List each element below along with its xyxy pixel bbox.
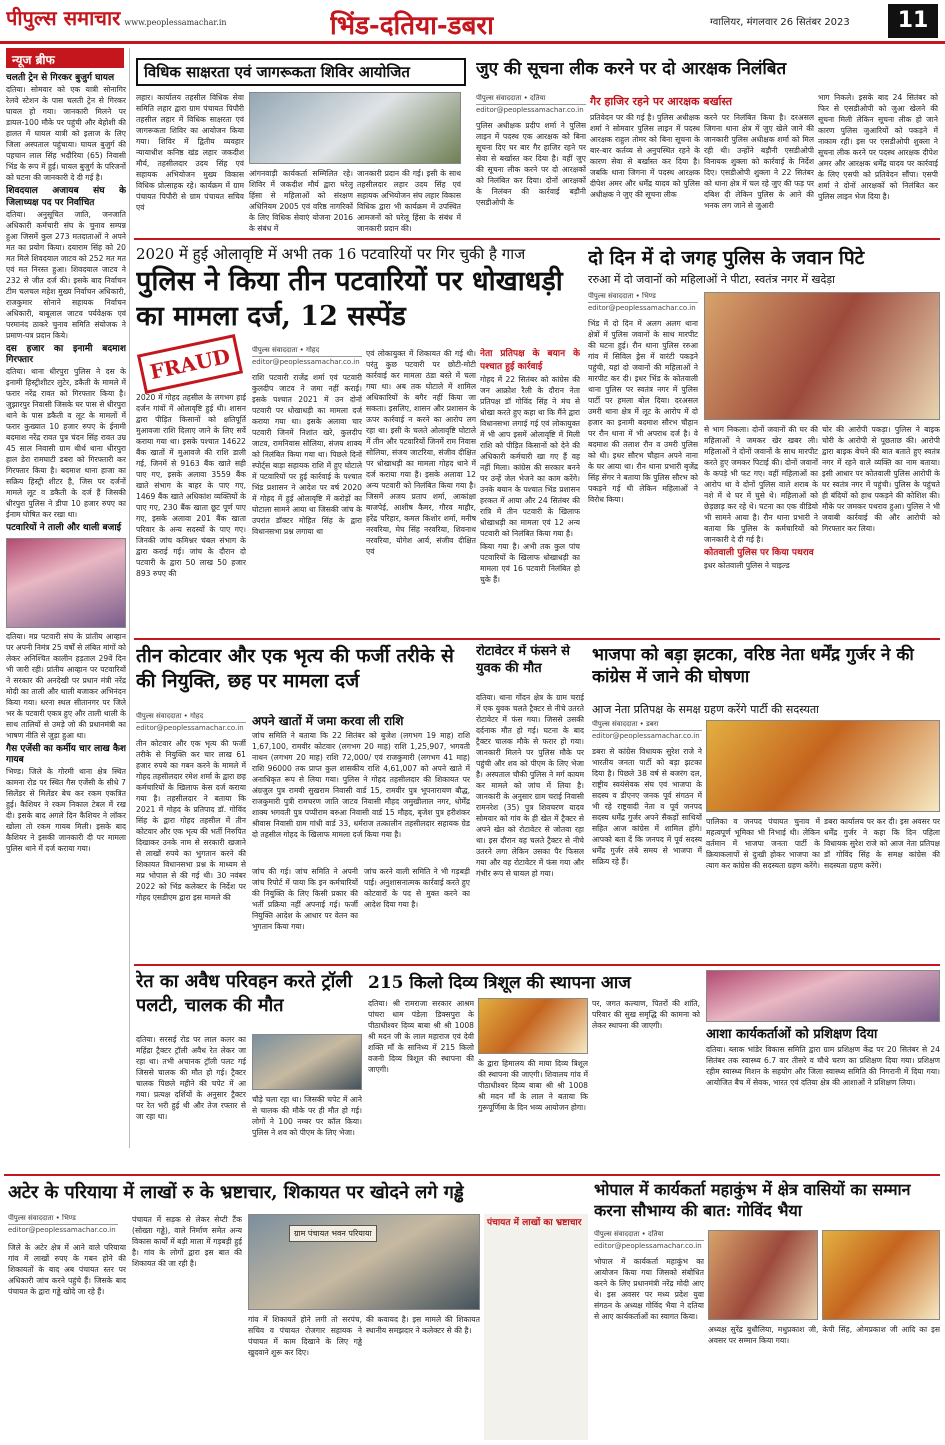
patwari-protest-photo — [6, 538, 126, 628]
bjp-col-3: डबरा कार्यालय पर कर दी। इस अवसर पर धर्मेंद्र गुर्जर ने कहा कि दिन पहिला विधायक सुरेश राजे को आज नेता प्रतिपक्ष डॉ गोविंद सिंह के समक्ष कांग्रेस की सदस्यता ग्रहण करेंगे। — [824, 817, 940, 870]
bjp-subtitle: आज नेता प्रतिपक्ष के समक्ष ग्रहण करेंगे पार्टी की सदस्यता — [592, 703, 819, 716]
fraud-stamp-image: FRAUD — [137, 334, 243, 394]
brief-body-2: दतिया। अनुसूचित जाति, जनजाति अधिकारी कर्मचारी संघ के चुनाव सम्पन्न हुआ जिसमें कुल 273 मतदाताओं ने अपने मत का प्रयोग किया। दयाराम सिंह को 20 मत मिले शिवदयाल जाटव को 252 मत मत एवं मत निरस्त हुआ। शिवदयाल जाटव ने 232 से जीत दर्ज की। इसके बाद निर्वाचन टीम चलचल महेश मुख्य निर्वाचन अधिकारी, राजकुमार सोनाने सहायक निर्वाचन अधिकारी, बाबूलाल जाटव पर्यवेक्षक एवं परमानंद ठाकरे चुनाव समिति संयोजक ने प्रमाण-पत्र प्रदान किये। — [6, 209, 126, 340]
brief-body-4: दतिया। मप्र पटवारी संघ के प्रांतीय आव्हान पर अपनी निमंत्र 25 वर्षों से लंबित मांगों को लेकर अनिश्चित कालीन हड़ताल 29वें दिन भी जारी रही। प्रांतीय आव्हान पर पटवारियों ने सरकार की अनदेखी पर प्रधान मंत्री नरेंद्र मोदी का ताली और थाली बजाकर अभिनंदन किया गया। धरना स्थल सीतानगर पर जिले भर के पटवारी एकत्र हुए और ताली थाली के साथ तालियों से उमड़े जो की प्रधानमंत्री का भाषण नीति से जुड़ा हुआ था। — [6, 631, 126, 740]
brief-title-2: शिवदयाल अजायब संघ के जिलाध्यक्ष पद पर निर्वाचित — [6, 186, 126, 208]
gambling-subhead: गैर हाजिर रहने पर आरक्षक बर्खास्त — [590, 95, 732, 108]
attack-col-2b: इधर कोतवाली पुलिस ने चाइल्ड — [704, 561, 790, 571]
byline-name: पीपुल्स संवाददाता — [476, 94, 522, 102]
corruption-aside — [484, 1214, 588, 1440]
bhopal-email: editor@peoplessamachar.co.in — [594, 1242, 702, 1250]
corruption-headline: अटेर के परियाया में लाखों रु के भ्रष्टाचार, शिकायत पर खोदने लगे गड्ढे — [8, 1182, 464, 1203]
sand-col-1: दतिया। सरसई रोड पर लाल कलर का महिंद्रा ट्रैक्टर ट्रॉली अवैध रेत लेकर जा रहा था। तभी अचानक ट्रॉली पलट गई जिससे चालक की मौत हो गई। ट्रैक्टर चालक पिछले महीने की चपेट में आ गया। प्रत्यक्ष दर्शियों के अनुसार ट्रैक्टर पर रेत भरी हुई थी और तेज रफ्तार से जा रहा था। — [136, 1035, 246, 1121]
rotavator-body: दतिया। थाना गोंदन क्षेत्र के ग्राम चराई में एक युवक चलते ट्रैक्टर से नीचे उतरते रोटावेटर में फंस गया। जिससे उसकी दर्दनाक मौत हो गई। घटना के बाद ट्रैक्टर चालक मौके से फरार हो गया। जानकारी मिलने पर पुलिस मौके पर पहुंची और शव को पीएम के लिए भेजा है। अस्पताल चौकी पुलिस ने मर्ग कायम कर मामले को जांच में लिया है। जानकारी के अनुसार ग्राम चराई निवासी रामनरेश (35) पुत्र शिवचरण यादव सोमवार को गांव के ही खेत में ट्रैक्टर से अपने खेत को रोटावेटर से जोतवा रहा था। इस दौरान वह चलते ट्रैक्टर से नीचे उतरने लगा लेकिन उसका पैर फिसल गया और वह रोटावेटर में फंस गया और गंभीर रूप से घायल हो गया। — [476, 693, 584, 878]
byline-name: पीपुल्स संवाददाता — [8, 1214, 54, 1222]
sand-headline: रेत का अवैध परिवहन करते ट्रॉली पलटी, चालक की मौत — [136, 971, 353, 1017]
brand-name: पीपुल्स समाचार — [6, 6, 121, 30]
byline-name: पीपुल्स संवाददाता — [136, 712, 182, 720]
column-divider — [129, 48, 130, 1148]
byline-name: पीपुल्स संवाददाता — [592, 720, 638, 728]
sand-col-2: चौड़े चला रहा था। जिसकी चपेट में आने से चालक की मौके पर ही मौत हो गई। लोगों ने 100 नम्बर पर कॉल किया। पुलिस ने शव को पीएम के लिए भेजा। — [252, 1095, 362, 1137]
gambling-byline: पीपुल्स संवाददाता • दतिया — [476, 94, 586, 105]
gambling-col-1: पुलिस अधीक्षक प्रदीप शर्मा ने पुलिस लाइन में पदस्थ एक आरक्षक को बिना सूचना दिए घर बार गैर हाजिर रहने पर सेवा से बर्खास्त कर दिया है। वहीं जुए की सूचना लीक करने पर दो आरक्षकों को निलंबित कर दिया। दोनों आरक्षकों के निलंबन की कार्रवाई बड़ौनी एसडीओपी के — [476, 121, 586, 207]
patwari-aside-head: नेता प्रतिपक्ष के बयान के पश्चात हुई कार्रवाई — [480, 349, 580, 373]
literacy-col-3: जानकारी प्रदान की गई। इसी के साथ तहसीलदार लहार उदय सिंह एवं सहायक अभियोजन संघ लहार विकास विधिक द्वारा भी कार्यक्रम में उपस्थित आमजनों को घरेलू हिंसा के संबंध में जानकारी प्रदान की। — [357, 169, 461, 233]
overturned-trolley-photo — [252, 1034, 362, 1090]
bjp-col-2: पालिका व जनपद पंचायत चुनाव में महत्वपूर्ण भूमिका भी निभाई थी। लेकिन वर्तमान में भाजपा जनता पार्टी के क्रियाकलापों से दुःखी होकर भाजपा का त्याग कर कांग्रेस की सदस्यता ग्रहण करेंगे। — [706, 817, 820, 870]
asha-headline: आशा कार्यकर्ताओं को प्रशिक्षण दिया — [706, 1027, 878, 1042]
attack-subtitle: ररुआ में दो जवानों को महिलाओं ने पीटा, स्वतंत्र नगर में खदेड़ा — [588, 273, 836, 286]
bjp-byline: पीपुल्स संवाददाता • डबरा — [592, 720, 702, 731]
byline-place: भिण्ड — [642, 292, 656, 300]
corruption-col-1: जिले के अटेर क्षेत्र में आने वाले परियाया गांव में लाखों रुपए के गबन होने की शिकायतों के बाद अब पंचायत स्तर पर अधिकारी जांच करने पहुंचे हैं। जिसके बाद पंचायत के द्वारा गड्ढे खोदे जा रहे हैं। — [8, 1243, 126, 1296]
byline-name: पीपुल्स संवाददाता — [252, 346, 298, 354]
trishul-col-3: पर, जगत कल्याण, पितरों की शांति, परिवार की सुख समृद्धि की कामना को लेकर स्थापना की जाएगी। — [592, 999, 700, 1030]
patwari-aside-body: गोहद में 22 सितंबर को कांग्रेस की जन आक्रोश रैली के दौरान नेता प्रतिपक्ष डॉ गोविंद सिंह ने मंच से धोखा करते हुए कहा था कि मैंने द्वारा विधानसभा लगाई गई एवं लोकायुक्त में भी आप इसमें ओलावृष्टि में मिली राशि को पीड़ित किसानों को देने की अधिकारी कर्मचारी खा गए हैं वह नहीं मिला। कांग्रेस की सरकार बनने पर उन्हें जेल भेजने का काम करेंगे। उनके बयान के पश्चात भिंड प्रशासन हरकत में आया और 24 सितंबर की रात्रि में तीन पटवारी के खिलाफ धोखाधड़ी का मामला एवं 12 अन्य पटवारी को निलंबित किया गया है। — [480, 375, 580, 539]
kotwar-byline: पीपुल्स संवाददाता • गोहद — [136, 712, 246, 723]
attack-subhead: कोतवाली पुलिस पर किया पथराव — [704, 548, 814, 558]
byline-place: गोहद — [190, 712, 204, 720]
panchayat-building-photo — [248, 1214, 480, 1310]
kotwar-intro: जांच समिति ने बताया कि 22 सितंबर को बुजेश (लगभग 19 माह) राशि 1,67,100, रामवीर कोटवार (लगभग 20 माह) राशि 1,25,907, भगवती नाथन (लगभग 20 माह) राशि 72,000/ एवं राजकुमारी (लगभग 41 माह) राशि 96000 तक प्राप्त कुल शासकीय राशि 4,61,007 को अपने खाते में अनाधिकृत रूप से लिया गया। पुलिस ने गोहद तहसीलदार की शिकायत पर अंग्रजुल पुत्र रामवी सुखराम निवासी वार्ड 15, रामवीर पुत्र भूपनारायण बौद्ध, राजकुमारी पुत्री रामचरण जाति जाटव निवासी मौहद जमुखीलाल नगर, धोर्मेंद्र शाक्य भगवती पुत्र पप्पीराम बरुआ निवासी वार्ड 15 मौहद, बृजेश पुत्र हरीशंकर श्रीवास निवासी ग्राम गांधी वार्ड 33, धर्मराज तत्कालीन तहसीलदार सहायक ग्रेड दो तहसील गोहद के खिलाफ मामला दर्ज किया गया है। — [252, 731, 470, 839]
dateline: ग्वालियर, मंगलवार 26 सितंबर 2023 — [710, 17, 850, 28]
corruption-col-2: पंचायत में सड़क से लेकर सेप्टी टैंक (सोख्ता गड्ढे), वाले निर्माण समेत अन्य विकास कार्यों में बड़ी माला में गड़बड़ी हुई है। गांव के लोगों द्वारा इस बात की शिकायत की जा रही है। — [132, 1215, 242, 1268]
literacy-headline: विधिक साक्षरता एवं जागरूकता शिविर आयोजित — [136, 58, 466, 86]
corruption-email: editor@peoplessamachar.co.in — [8, 1226, 116, 1234]
byline-place: दतिया — [530, 94, 546, 102]
bhopal-col-2: अध्यक्ष सुरेंद्र बुधौलिया, मधुप्रकाश जी, केपी सिंह, ओमप्रकाश जी आदि का इस अवसर पर सम्मान किया गया। — [708, 1325, 940, 1345]
brief-body-3: दतिया। थाना धीरपुरा पुलिस ने दस के इनामी हिस्ट्रीशीटर लुटेर, डकैती के मामले में फरार नरेंद्र रावत को गिरफ्तार किया है। जुझारपुर निवासी जिसके घर पास से धीरपुरा थाने के पास डकैती व लूट के मामलों में फरार कुख्यात 10 हजार रुपए के ईनामी बदमाश नरेंद्र रावत पुत्र चंदन सिंह रावत उम्र 45 साल निवासी ग्राम थीर्थ थाना धीरपुरा हाल डेरा रामघाटी डबरा को गिरफ्तारी कर गिरफ्तार किया है। बदमाश थाना हाजा का सक्रिय हिस्ट्री शीटर है, जिस पर दर्जनों मामले लूट व डकैती के दर्ज हैं जिसकी धीरपुरा पुलिस ने डीपा 10 हजार रुपए का ईनाम घोषित कर रखा था। — [6, 367, 126, 520]
attack-headline: दो दिन में दो जगह पुलिस के जवान पिटे — [588, 247, 865, 269]
kotwar-col-3: जांच करने वाली समिति ने भी गड़बड़ी पाई। अनुशासनात्मक कार्रवाई करते हुए कोटवारों के पद से मुक्त करने का आदेश दिया गया है। — [364, 867, 470, 909]
attack-byline: पीपुल्स संवाददाता • भिण्ड — [588, 292, 698, 303]
corruption-col-3: गांव में शिकायतें होने लगी तो सरपंच, सचिव व पंचायत रोजगार सहायक ने पंचायत में काम दिखाने के लिए गड्ढे खुदवाने शुरू कर दिए। — [248, 1315, 362, 1357]
bjp-col-1: डबरा से कांग्रेस विधायक सुरेश राजे ने भारतीय जनता पार्टी को बड़ा झटका दिया है। पिछले 38 वर्ष से बजरंग दल, राष्ट्रीय स्वयंसेवक संघ एवं भाजपा के सदस्य व डीएनए जनक पूर्व संगठन में भी रहे राष्ट्रवादी नेता व पूर्व जनपद सदस्य धर्मेंद्र गुर्जर अपने सैकड़ों साथियों सहित आज कांग्रेस में शामिल होंगे। आपको बता दें कि जनपद में पूर्व सदस्य धर्मेंद्र गुर्जर लंबे समय से भाजपा में सक्रिय रहे हैं। — [592, 747, 702, 866]
brief-title-3: दस हजार का इनामी बदमाश गिरफ्तार — [6, 343, 126, 365]
gambling-col-3: करने पर निलंबित किया है। दरअसल जिगना थाना क्षेत्र में जुए खेले जाने की जानकारी पुलिस अधीक्षक शर्मा को मिल रही थी। उन्होंने बड़ौनी एसडीओपी विनायक शुक्ला को कार्रवाई के निर्देश दिए। एसडीओपी शुक्ला ने 22 सितंबर को थाना क्षेत्र में चल रहे जुए की फड़ पर दबिश दी लेकिन पुलिस के आने की भनक लग जाने से जुआरी — [704, 113, 814, 210]
brief-title-1: चलती ट्रेन से गिरकर बुजुर्ग घायल — [6, 73, 115, 83]
trishul-col-2: के द्वारा हिमालय की माया दिव्य त्रिशूल की स्थापना की जाएगी। शिवालय गांव में पीठाधीश्वर दिव्य बाबा श्री श्री 1008 श्री मदन माँ के लाल ने बताया कि गुरूपूर्णिमा के दिन भव्य आयोजन होगा। — [478, 1059, 588, 1112]
bjp-email: editor@peoplessamachar.co.in — [592, 732, 700, 740]
kotwar-subhead: अपने खातों में जमा करवा ली राशि — [252, 714, 404, 728]
attack-email: editor@peoplessamachar.co.in — [588, 304, 696, 312]
attack-col-3: चोर की आरोपी पकड़ा। पुलिस ने बाइक चोरी के आरोपी से पूछताछ की। आरोपी द्वारा बाइक बेचने की बात बताते हुए स्वतंत्र नगर में रहने वाले व्यक्ति का नाम बताया। इसी आधार पर कोतवाली पुलिस आरोपी के घर स्वतंत्र नगर में पहुंची। पुलिस के पहुंचते ही बंदियों को हाथ पकड़ने की कोशिश की। मौके पर जमकर पथराव हुआ। पुलिस ने भी जवाबी कार्रवाई की और आरोपी को गिरफ्तार कर लिया। — [822, 425, 940, 533]
corruption-col-4: की कवायद है। इस मामले की शिकायत स्थानीय समझदार ने कलेक्टर से की है। — [366, 1315, 480, 1335]
patwari-byline: पीपुल्स संवाददाता • गोहद — [252, 346, 362, 357]
section-title: भिंड-दतिया-डबरा — [330, 11, 494, 41]
trishul-photo — [478, 998, 588, 1054]
kotwar-col-2: जांच की गई। जांच समिति ने अपनी जांच रिपोर्ट में पाया कि इन कर्मचारियों की नियुक्ति के लिए किसी प्रकार की भर्ती प्रक्रिया नहीं अपनाई गई। फर्जी नियुक्ति आदेश के आधार पर वेतन का भुगतान किया गया। — [252, 867, 358, 931]
trishul-col-1: दतिया। श्री रामराजा सरकार आश्रम पांचरा धाम पंडेला डिक्सपुरा के पीठाधीश्वर दिव्य बाबा श्री श्री 1008 श्री मदन जी के लाल महाराज एवं देवी शक्ति माँ के सानिध्य में 215 किलो वजनी दिव्य त्रिशूल की स्थापना की जाएगी। — [368, 999, 474, 1074]
byline-name: पीपुल्स संवाददाता — [594, 1230, 640, 1238]
bjp-photo — [706, 720, 940, 812]
bjp-headline: भाजपा को बड़ा झटका, वरिष्ठ नेता धर्मेंद्र गुर्जर ने की कांग्रेस में जाने की घोषणा — [592, 645, 914, 688]
bhopal-photo-2 — [822, 1230, 940, 1320]
patwari-email: editor@peoplessamachar.co.in — [252, 358, 360, 366]
byline-name: पीपुल्स संवाददाता — [588, 292, 634, 300]
rotavator-headline: रोटावेटर में फंसने से युवक की मौत — [476, 644, 570, 676]
patwari-col-3: एवं लोकायुक्त में शिकायत की गई थी। परंतु कुछ पटवारी पर छोटी-मोटी कार्रवाई कर मामला ठंडा बस्ते में चला गया था। अब तक घोटाले में शामिल अधिकारियों के बगैर नहीं किया जा सकता। इसलिए, शासन और प्रशासन के ऊपर कार्रवाई न करने का आरोप लग रहा था। इसी के चलते ओलावृष्टि घोटाले में तीन और पटवारियों जिनमें राम निवास सोलिया, संजय जाटरिया, संजीव दीक्षित पर धोखाधड़ी का मामला गोहद थाने में दर्ज कराया गया है। इसके अलावा 12 अन्य पटवारी को निलंबित किया गया है। जिसमें अजय प्रताप शर्मा, आकांक्षा बाजपेई, आशीष कैमर, गौरव माहौर, हरेंद्र परिहार, कमल किशोर शर्मा, मनीष नरवरिया, मेघ सिंह नरवरिया, शिवनाथ नरवरिया, योगेश आर्य, संजीव दीक्षित एवं — [366, 349, 476, 556]
attack-col-2: से भाग निकला। दोनों जवानों की घर की महिलाओं ने जमकर खेर खबर ली। महिलाओं ने दोनों जवानों के साथ मारपीट करते हुए जमकर पिटाई की। दोनों जवानों के कपड़े भी फट गए। वहीं महिलाओं का आरोप था वे दोनों पुलिस वाले शराब के नशे में थे घर में घुसे थे। महिलाओं को छेड़छाड़ कर रहे थे। घटना का एक वीडियो भी सामने आया है। रौन थाना प्रभारी ने बताया कि पुलिस के कर्मचारियों को जानकारी दे दी गई है। — [704, 425, 818, 544]
panchayat-sign: ग्राम पंचायत भवन परियाया — [289, 1225, 377, 1242]
asha-training-photo — [706, 970, 940, 1022]
gambling-headline: जुए की सूचना लीक करने पर दो आरक्षक निलंबित — [476, 59, 787, 79]
patwari-col-4: किया गया है। अभी तक कुल पांच पटवारियों के खिलाफ धोखाधड़ी का मामला एवं 16 पटवारी निलंबित हो चुके हैं। — [480, 542, 580, 585]
attack-col-1: भिंड में दो दिन में अलग अलग थाना क्षेत्रों में पुलिस जवानों के साथ मारपीट की घटना हुई। रौन थाना पुलिस ररुआ गांव में सिविल ड्रेस में वारंटी पकड़ने पहुंची, यहां दो जवानों की महिलाओं ने मारपीट कर दी। इधर भिंड के कोतवाली थाना पुलिस पर स्वतंत्र नगर में पुलिस पार्टी पर हमला बोल दिया। दरअसल उमरी थाना क्षेत्र में लूट के आरोप में दो हजार का इनामी बदमाश सौरभ चौहान पर रौन थाना में भी अपराध दर्ज है। वे बदमाश की तलाश रौन व उमरी पुलिस को थी। इधर सौरभ चौहान अपने नाना के घर आया था। रौन थाना प्रभारी बृजेंद्र सिंह सेंगर ने बताया कि पुलिस सौरभ को पकड़ने गई थी लेकिन महिलाओं ने विरोध किया। — [588, 319, 698, 504]
patwari-col-1: 2020 में गोहद तहसील के लगभग हाई दर्जन गांवों में ओलावृष्टि हुई थी। शासन द्वारा पीड़ित किसानों को क्षतिपूर्ति मुआवजा राशि दिलाए जाने के लिए सर्वे कराया गया था। इसके पश्चात 14622 बैंक खातों में मुआवजे की राशि डाली गई, जिनमें से 9163 बैंक खाते सही पाए गए, इसके अलावा 3559 बैंक खाते संभाग के बाहर के पाए गए, 1469 बैंक खाते अधिकांश व्यक्तियों के पाए गए, 230 बैंक खाता छूट पूर्ण पाए गए, इसके अलावा 201 बैंक खाता परिवार के अन्य सदस्यों के पाए गए। जिनकी जांच कमिश्नर चंबल संभाग के द्वारा कराई गई। जांच के दौरान दो पटवारी के द्वारा 50 लाख 50 हजार 893 रुपए की — [136, 393, 246, 578]
byline-place: भिण्ड — [62, 1214, 76, 1222]
section-divider — [134, 964, 940, 966]
asha-body: दतिया। ब्लाक भांडेर विकास समिति द्वारा ग्राम प्रशिक्षण केंद्र पर 20 सितंबर से 24 सितंबर तक स्वास्थ्य 6.7 वार तीसरे व चौथे चरण का प्रशिक्षण दिया गया। प्रशिक्षण रहीम स्वास्थ्य मिशन के सहयोग और जिला स्वास्थ्य समिति की निगरानी में दिया गया। आयोजित बैच में सेवक, भारत एवं दतिया क्षेत्र की आशाओं ने प्रशिक्षण लिया। — [706, 1045, 940, 1087]
brief-title-4: पटवारियों ने ताली और थाली बजाई — [6, 523, 122, 534]
section-divider — [4, 1174, 940, 1176]
website: www.peoplessamachar.in — [124, 18, 227, 27]
trishul-headline: 215 किलो दिव्य त्रिशूल की स्थापना आज — [368, 973, 631, 993]
literacy-col-2: आंगनवाड़ी कार्यकर्ता सम्मिलित रहे। शिविर में जकदीश मौर्य द्वारा घरेलू हिंसा से महिलाओं को संरक्षण अधिनियम 2005 एवं वरिष्ठ नागरिकों के लिए विधिक सेवाएं योजना 2016 के संबंध में — [249, 169, 353, 233]
bhopal-col-1: भोपाल में कार्यकर्ता महाकुंभ का आयोजन किया गया जिसको संबोधित करने के लिए प्रधानमंत्री नरेंद्र मोदी आए थे। इस अवसर पर मध्य प्रदेश युवा संगठन के अध्यक्ष गोविंद भैया ने दतिया से आए कार्यकर्ताओं का स्वागत किया। — [594, 1257, 704, 1321]
gambling-col-4: भाग निकले। इसके बाद 24 सितंबर को फिर से एसडीओपी को जुआ खेलने की सूचना मिली लेकिन सूचना लीक हो जाने कारण पुलिस जुआरियों को पकड़ने में नाकाम रही। इस पर एसडीओपी शुक्ला ने सूचना लीक करने पर पदस्थ आरक्षक दीपेश अमर और आरक्षक धर्मेंद्र यादव पर कार्रवाई के लिए एसपी को प्रतिवेदन सौंपा। एसपी शर्मा ने दोनों आरक्षकों को निलंबित कर पुलिस लाइन भेज दिया है। — [818, 93, 938, 201]
section-divider — [134, 638, 940, 640]
section-divider — [134, 238, 940, 240]
attack-col-2-wrap — [704, 424, 818, 632]
brief-title-5: गैस एजेंसी का कर्मीय चार लाख कैश गायब — [6, 743, 126, 765]
brief-body-1: दतिया। सोमवार को एक यात्री सोनागिर रेलवे स्टेशन के पास चलती ट्रेन से गिरकर घायल हो गया। जानकारी मिलने पर डायल-100 मौके पर पहुंची और बेहोशी की हालत में घायल यात्री को इलाज के लिए जिला अस्पताल पहुंचाया। घायल बुजुर्ग की पहचान लाल सिंह भदौरिया (65) निवासी भिंड के रूप में हुई। घायल बुजुर्ग के परिजनों को घटना की जानकारी दे दी गई है। — [6, 85, 126, 183]
brand-logo — [6, 4, 227, 31]
corruption-aside-head: पंचायत में लाखों का भ्रष्टाचार — [487, 1218, 582, 1228]
kotwar-headline: तीन कोटवार और एक भृत्य की फर्जी तरीके से की नियुक्ति, छह पर मामला दर्ज — [136, 645, 454, 692]
byline-place: डबरा — [646, 720, 659, 728]
patwari-aside — [480, 348, 580, 632]
bhopal-photo-1 — [708, 1230, 818, 1320]
masthead — [0, 0, 945, 44]
patwari-col-2: राशि पटवारी राजेंद्र शर्मा एवं पटवारी कुलदीप जाटव ने जमा नहीं कराई। इसके पश्चात 2021 में उन दोनों पटवारी पर धोखाधड़ी का मामला दर्ज कराया गया था। इसके अलावा चार पटवारी जिनमें निशांत खरे, कुलदीप जाटव, रामनिवास सोलिया, संजय शाक्य को निलंबित किया गया था। पिछले दिनों स्पोर्ट्स बाड़ा सहायक राशि में हुए घोटाले में पटवारियों पर हुई कार्रवाई के पश्चात भिंड प्रशासन ने आदेश पर वर्ष 2020 में गोहद में हुई ओलावृष्टि में करोड़ों का घोटाला सामने आया था जिसकी जांच के उपरांत डॉक्टर मोहित सिंह के द्वारा विधानसभा प्रश्न लगाया था — [252, 373, 362, 536]
bhopal-byline: पीपुल्स संवाददाता • दतिया — [594, 1230, 704, 1241]
patwari-headline: पुलिस ने किया तीन पटवारियों पर धोखाधड़ी का मामला दर्ज, 12 सस्पेंड — [136, 266, 563, 333]
byline-place: दतिया — [648, 1230, 664, 1238]
byline-place: गोहद — [306, 346, 320, 354]
kotwar-email: editor@peoplessamachar.co.in — [136, 724, 244, 732]
brief-body-5: भिण्ड। जिले के गोरमी थाना क्षेत्र स्थित कामना रोड पर स्थित गैस एजेंसी के सीधे 7 सिलेंडर से मिलेंडर बेच कर रकम एकत्रित हुई। कैशियर ने रकम निकाल टेबल में रख दी। इसके बाद अगले दिन कैशियर ने लॉकर खोला तो रकम गायब मिली। इसके बाद कैशियर ने इसकी जानकारी दी पर मामला पुलिस थाने में दर्ज कराया गया। — [6, 767, 126, 853]
literacy-col-1: लहार। कार्यालय तहसील विधिक सेवा समिति लहार द्वारा ग्राम पंचायत पिपौरी तहसील लहार में विधिक साक्षरता एवं जागरूकता शिविर का आयोजन किया गया। शिविर में द्वितीय व्यवहार न्यायाधीश कनिष्ठ खंड लहार जकदीश मौर्य, तहसीलदार उदय सिंह एवं सहायक अभियोजन मुख्य विकास विधिक प्रोत्साहक रहे। कार्यक्रम में ग्राम पंचायत पिपौरी से ग्राम पंचायत सचिव एवं — [136, 93, 244, 212]
attack-photo — [704, 292, 940, 420]
corruption-byline: पीपुल्स संवाददाता • भिण्ड — [8, 1214, 118, 1225]
literacy-camp-photo — [249, 92, 461, 164]
patwari-kicker: 2020 में हुई ओलावृष्टि में अभी तक 16 पटवारियों पर गिर चुकी है गाज — [136, 245, 526, 263]
kotwar-col-1: तीन कोटवार और एक भृत्य की फर्जी तरीके से नियुक्ति कर चार लाख 61 हजार रुपये का गबन करने के मामले में गोहद तहसीलदार रमेश शर्मा के द्वारा छह कर्मचारियों के खिलाफ केस दर्ज कराया गया है। तहसीलदार ने बताया कि 2021 में गोहद के प्रतिपाद डॉ. गोविंद सिंह के द्वारा गोहद तहसील में तीन कोटवार और एक भृत्य की भर्ती निरुपित दिखाकर उनके नाम से सरकारी खजाने से लाखों रुपये का भुगतान करने की शिकायत विधानसभा प्रश्न के माध्यम से मप्र भोपाल से की गई थी। 30 नवंबर 2022 को भिंड कलेक्टर के निर्देश पर गोहद एसडीएम द्वारा इस मामले की — [136, 739, 246, 902]
news-brief-column — [6, 70, 126, 1120]
gambling-col-2: प्रतिवेदन पर की गई है। पुलिस अधीक्षक शर्मा ने सोमवार पुलिस लाइन में पदस्थ आरक्षक राहुल तोमर को बिना सूचना के बार-बार कर्तव्य से अनुपस्थित रहने के कारण सेवा से बर्खास्त कर दिया है। जबकि थाना जिगना में पदस्थ आरक्षक दीपेश अमर और धर्मेंद्र यादव को पुलिस अधीक्षक ने जुए की सूचना लीक — [590, 113, 700, 199]
bhopal-headline: भोपाल में कार्यकर्ता महाकुंभ में क्षेत्र वासियों का सम्मान करना सौभाग्य की बात: गोविंद भैया — [594, 1180, 911, 1220]
news-brief-label: न्यूज ब्रीफ — [6, 48, 124, 68]
gambling-email: editor@peoplessamachar.co.in — [476, 106, 584, 114]
page-number: 11 — [888, 4, 938, 38]
